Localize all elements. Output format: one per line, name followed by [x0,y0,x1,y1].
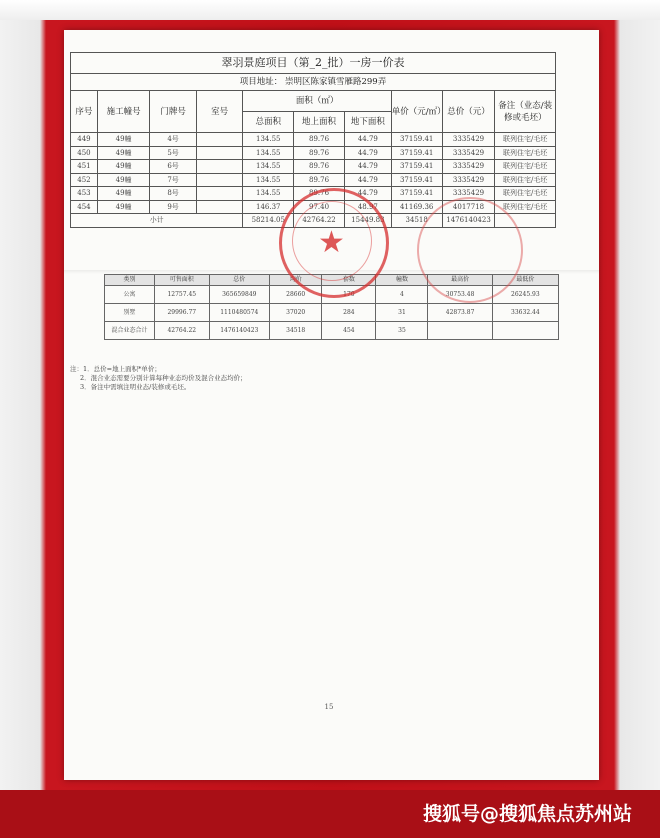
cell-below-area: 44.79 [344,160,391,174]
summary-cell: 28660 [270,286,322,304]
header-seq: 序号 [71,91,98,133]
cell-room [196,200,243,214]
cell-above-area: 89.76 [294,160,345,174]
cell-total-price: 3335429 [442,160,495,174]
cell-unit-price: 37159.41 [391,173,442,187]
header-below-area: 地下面积 [344,112,391,133]
subtotal-above-area: 42764.22 [294,214,345,228]
summary-cell: 170 [322,286,376,304]
summary-cell: 37020 [270,304,322,322]
top-band [0,0,660,20]
cell-remark: 联列住宅/毛坯 [495,146,556,160]
cell-total-price: 3335429 [442,187,495,201]
summary-header-area: 可售面积 [155,275,209,286]
cell-above-area: 89.76 [294,146,345,160]
cell-room [196,187,243,201]
cell-building: 49幢 [97,146,149,160]
cell-room [196,133,243,147]
cell-room [196,173,243,187]
summary-cell: 26245.93 [492,286,558,304]
note-line: 2．混合业态需要分别计算每种业态均价及混合业态均价； [80,374,247,382]
summary-cell: 30753.48 [428,286,492,304]
table-row [71,133,556,147]
cell-room [196,160,243,174]
cell-building: 49幢 [97,160,149,174]
summary-header-total: 总价 [209,275,270,286]
cell-building: 49幢 [97,187,149,201]
cell-seq: 451 [71,160,98,174]
summary-header-units: 套数 [322,275,376,286]
summary-cell: 公寓 [105,286,155,304]
cell-above-area: 89.76 [294,187,345,201]
header-building: 施工幢号 [97,91,149,133]
seal-star-icon: ★ [318,225,345,260]
summary-cell: 1476140423 [209,322,270,340]
cell-door: 4号 [150,133,197,147]
summary-cell: 别墅 [105,304,155,322]
cell-building: 49幢 [97,173,149,187]
summary-cell: 35 [376,322,428,340]
cell-total-area: 134.55 [243,187,294,201]
table-row [71,146,556,160]
summary-header-category: 类别 [105,275,155,286]
cell-total-price: 4017718 [442,200,495,214]
summary-cell: 42764.22 [155,322,209,340]
cell-above-area: 89.76 [294,133,345,147]
summary-cell: 33632.44 [492,304,558,322]
page-number: 15 [324,703,334,711]
subtotal-total-price: 1476140423 [442,214,495,228]
cell-unit-price: 37159.41 [391,187,442,201]
header-door: 门牌号 [150,91,197,133]
cell-unit-price: 37159.41 [391,160,442,174]
subtotal-below-area: 15449.83 [344,214,391,228]
cell-door: 9号 [150,200,197,214]
header-above-area: 地上面积 [294,112,345,133]
cell-seq: 453 [71,187,98,201]
summary-cell: 42873.87 [428,304,492,322]
header-area-group: 面积（㎡） [243,91,391,112]
summary-cell: 12757.45 [155,286,209,304]
cell-below-area: 44.79 [344,173,391,187]
cell-door: 7号 [150,173,197,187]
cell-seq: 452 [71,173,98,187]
address-value: 崇明区陈家镇雪雁路299弄 [284,77,387,87]
cell-remark: 联列住宅/毛坯 [495,173,556,187]
cell-seq: 450 [71,146,98,160]
cell-total-price: 3335429 [442,133,495,147]
cell-remark: 联列住宅/毛坯 [495,200,556,214]
summary-row [105,304,559,322]
cell-seq: 449 [71,133,98,147]
cell-total-area: 134.55 [243,160,294,174]
header-total-price: 总价（元） [442,91,495,133]
notes [70,365,470,392]
faded-seal-stamp [417,197,523,303]
cell-seq: 454 [71,200,98,214]
summary-cell: 34518 [270,322,322,340]
summary-cell: 29996.77 [155,304,209,322]
summary-header-min: 最低价 [492,275,558,286]
cell-unit-price: 37159.41 [391,146,442,160]
cell-below-area: 44.79 [344,187,391,201]
cell-unit-price: 37159.41 [391,133,442,147]
price-list-document [64,30,599,780]
summary-cell: 1110480574 [209,304,270,322]
cell-door: 8号 [150,187,197,201]
address-label: 项目地址： [239,77,283,87]
summary-header-avg: 均价 [270,275,322,286]
cell-total-price: 3335429 [442,146,495,160]
summary-cell: 454 [322,322,376,340]
subtotal-label: 小计 [71,214,243,228]
cell-above-area: 89.76 [294,173,345,187]
table-row [71,160,556,174]
cell-remark: 联列住宅/毛坯 [495,160,556,174]
cell-below-area: 44.79 [344,146,391,160]
subtotal-total-area: 58214.05 [243,214,294,228]
cell-building: 49幢 [97,200,149,214]
summary-cell: 365659849 [209,286,270,304]
summary-header-buildings: 幢数 [376,275,428,286]
cell-remark: 联列住宅/毛坯 [495,187,556,201]
official-seal-stamp [279,188,389,298]
cell-below-area: 44.79 [344,133,391,147]
summary-cell: 284 [322,304,376,322]
cell-above-area: 97.40 [294,200,345,214]
cell-total-area: 134.55 [243,133,294,147]
cell-unit-price: 41169.36 [391,200,442,214]
cell-total-area: 146.37 [243,200,294,214]
cell-total-price: 3335429 [442,173,495,187]
note-line: 3．备注中需填注明业态/装修或毛坯。 [80,383,191,391]
subtotal-unit-price: 34518 [391,214,442,228]
summary-header-max: 最高价 [428,275,492,286]
summary-cell: 4 [376,286,428,304]
header-remark: 备注（业态/装修或毛坯） [495,91,556,133]
cell-total-area: 134.55 [243,173,294,187]
summary-cell [492,322,558,340]
cell-room [196,146,243,160]
cell-remark: 联列住宅/毛坯 [495,133,556,147]
header-total-area: 总面积 [243,112,294,133]
cell-below-area: 48.97 [344,200,391,214]
cell-building: 49幢 [97,133,149,147]
document-title: 翠羽景庭项目（第_2_批）一房一价表 [71,53,556,74]
cell-door: 5号 [150,146,197,160]
summary-cell: 31 [376,304,428,322]
cell-door: 6号 [150,160,197,174]
header-unit-price: 单价（元/㎡） [391,91,442,133]
source-watermark: 搜狐号@搜狐焦点苏州站 [422,803,632,825]
cell-total-area: 134.55 [243,146,294,160]
note-line: 注：1．总价=地上面积*单价； [70,365,161,373]
summary-row [105,322,559,340]
header-room: 室号 [196,91,243,133]
table-row [71,173,556,187]
summary-cell: 混合业态合计 [105,322,155,340]
project-address [71,74,556,91]
summary-cell [428,322,492,340]
